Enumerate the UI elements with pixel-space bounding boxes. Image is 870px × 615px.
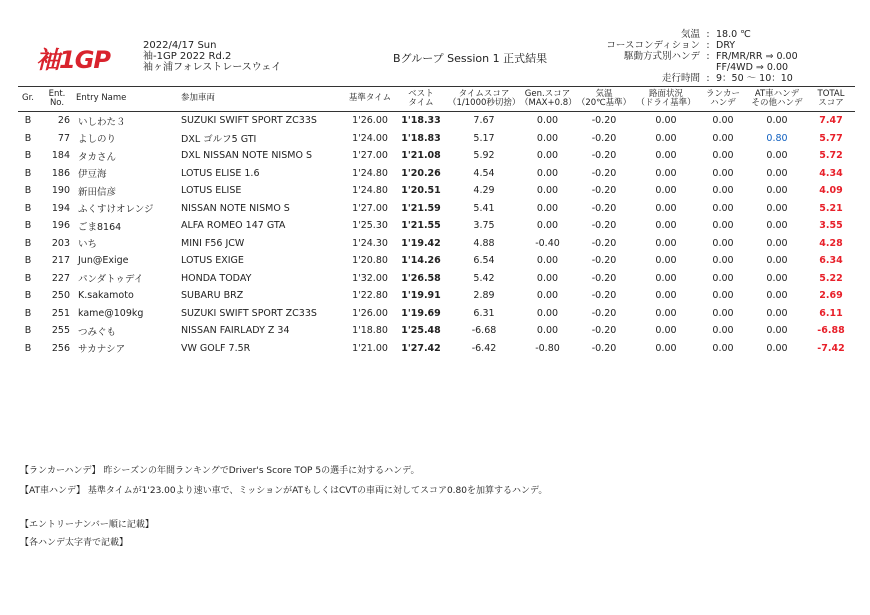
cell-best-time: 1'18.83 [401, 132, 441, 144]
conditions-panel [600, 29, 798, 84]
condition-value: FR/MR/RR ⇒ 0.00 [716, 51, 798, 62]
cell-road: 0.00 [655, 132, 677, 144]
cell-car: SUZUKI SWIFT SPORT ZC33S [181, 115, 317, 127]
cell-road: 0.00 [655, 255, 677, 267]
cell-temp: -0.20 [591, 290, 617, 302]
cell-road: 0.00 [655, 220, 677, 232]
cell-entno: 194 [51, 202, 70, 214]
col-temp: 気温 （20℃基準） [575, 87, 633, 112]
table-row [18, 287, 855, 305]
cell-gr: B [24, 115, 32, 127]
table-row [18, 235, 855, 253]
col-ranker: ランカー ハンデ [699, 87, 747, 112]
cell-road: 0.00 [655, 167, 677, 179]
cell-at: 0.00 [766, 255, 788, 267]
cell-time-score: 4.54 [473, 167, 495, 179]
cell-temp: -0.20 [591, 220, 617, 232]
cell-gr: B [24, 132, 32, 144]
cell-entno: 26 [57, 115, 70, 127]
cell-total: 7.47 [819, 115, 843, 127]
table-row [18, 112, 855, 130]
cell-road: 0.00 [655, 202, 677, 214]
cell-gen-score: 0.00 [536, 220, 559, 232]
table-row [18, 252, 855, 270]
cell-base-time: 1'26.00 [352, 307, 388, 319]
cell-car: DXL NISSAN NOTE NISMO S [181, 150, 312, 162]
cell-base-time: 1'27.00 [352, 202, 388, 214]
cell-gen-score: 0.00 [536, 202, 559, 214]
col-road: 路面状況 （ドライ基準） [633, 87, 699, 112]
note-bold: 【各ハンデ太字青で記載】 [20, 538, 129, 548]
cell-entry-name: kame@109kg [78, 307, 144, 319]
cell-entry-name: Jun@Exige [78, 255, 129, 267]
cell-gr: B [24, 237, 32, 249]
cell-base-time: 1'26.00 [352, 115, 388, 127]
col-base-time: 基準タイム [346, 87, 394, 112]
condition-value: 18.0 ℃ [716, 29, 751, 40]
cell-ranker: 0.00 [712, 167, 734, 179]
cell-at: 0.00 [766, 272, 788, 284]
cell-entno: 186 [51, 167, 70, 179]
condition-label: コースコンディション [606, 40, 700, 51]
cell-at: 0.00 [766, 115, 788, 127]
cell-best-time: 1'14.26 [401, 255, 441, 267]
cell-best-time: 1'21.55 [401, 220, 441, 232]
cell-base-time: 1'24.80 [352, 167, 388, 179]
cell-entno: 255 [51, 325, 70, 337]
cell-ranker: 0.00 [712, 185, 734, 197]
cell-gen-score: 0.00 [536, 290, 559, 302]
cell-entry-name: よしのり [78, 134, 117, 146]
cell-entry-name: つみぐも [78, 326, 117, 338]
cell-best-time: 1'21.59 [401, 202, 441, 214]
cell-gen-score: 0.00 [536, 150, 559, 162]
cell-ranker: 0.00 [712, 202, 734, 214]
cell-ranker: 0.00 [712, 237, 734, 249]
condition-row [600, 62, 798, 73]
note-at: 【AT車ハンデ】 基準タイムが1'23.00より速い車で、ミッションがATもしくはCVTの車両に対してスコア0.80を加算するハンデ。 [20, 486, 548, 496]
cell-gen-score: 0.00 [536, 307, 559, 319]
cell-ranker: 0.00 [712, 150, 734, 162]
cell-total: -7.42 [817, 342, 845, 354]
cell-ranker: 0.00 [712, 307, 734, 319]
cell-gen-score: -0.80 [535, 342, 560, 354]
cell-temp: -0.20 [591, 185, 617, 197]
cell-total: 5.21 [819, 202, 843, 214]
cell-total: 2.69 [819, 290, 843, 302]
cell-best-time: 1'19.42 [401, 237, 441, 249]
cell-at: 0.00 [766, 167, 788, 179]
condition-value: DRY [716, 40, 736, 51]
cell-entry-name: 新田信彦 [78, 186, 117, 198]
cell-total: 5.72 [819, 150, 843, 162]
cell-temp: -0.20 [591, 150, 617, 162]
cell-time-score: 6.31 [473, 307, 495, 319]
cell-gen-score: 0.00 [536, 132, 559, 144]
cell-time-score: 4.88 [473, 237, 495, 249]
condition-row [600, 40, 798, 51]
cell-ranker: 0.00 [712, 325, 734, 337]
cell-road: 0.00 [655, 325, 677, 337]
note-ranker: 【ランカーハンデ】 昨シーズンの年間ランキングでDriver's Score TOP 5の選手に対するハンデ。 [20, 466, 420, 476]
condition-sep: : [706, 40, 710, 51]
cell-car: MINI F56 JCW [181, 237, 245, 249]
cell-entno: 184 [51, 150, 70, 162]
cell-best-time: 1'18.33 [401, 115, 441, 127]
cell-entry-name: パンダトゥデイ [78, 274, 144, 286]
cell-at: 0.00 [766, 307, 788, 319]
condition-sep [700, 62, 716, 73]
cell-base-time: 1'24.00 [352, 132, 388, 144]
cell-entno: 203 [51, 237, 70, 249]
col-gen-score: Gen.スコア （MAX+0.8） [520, 87, 575, 112]
cell-road: 0.00 [655, 290, 677, 302]
event-info [143, 40, 281, 73]
cell-road: 0.00 [655, 342, 677, 354]
cell-car: DXL ゴルフ5 GTI [181, 134, 257, 146]
cell-at: 0.00 [766, 220, 788, 232]
cell-car: NISSAN FAIRLADY Z 34 [181, 325, 290, 337]
cell-entry-name: ふくすけオレンジ [78, 204, 154, 216]
cell-entry-name: いち [78, 239, 98, 251]
cell-ranker: 0.00 [712, 220, 734, 232]
cell-temp: -0.20 [591, 272, 617, 284]
col-entno: Ent. No. [38, 87, 76, 112]
cell-temp: -0.20 [591, 115, 617, 127]
cell-time-score: 4.29 [473, 185, 495, 197]
cell-time-score: 2.89 [473, 290, 495, 302]
cell-road: 0.00 [655, 150, 677, 162]
condition-row [600, 73, 798, 84]
condition-row [600, 29, 798, 40]
cell-temp: -0.20 [591, 202, 617, 214]
cell-total: 5.77 [819, 132, 843, 144]
results-table [18, 87, 855, 357]
cell-base-time: 1'22.80 [352, 290, 388, 302]
table-row [18, 130, 855, 148]
cell-ranker: 0.00 [712, 255, 734, 267]
cell-gr: B [24, 255, 32, 267]
cell-road: 0.00 [655, 185, 677, 197]
cell-gr: B [24, 150, 32, 162]
cell-entry-name: K.sakamoto [78, 290, 134, 302]
cell-gen-score: 0.00 [536, 255, 559, 267]
cell-time-score: 5.41 [473, 202, 495, 214]
cell-at: 0.00 [766, 237, 788, 249]
condition-value: FF/4WD ⇒ 0.00 [716, 62, 789, 73]
cell-gr: B [24, 272, 32, 284]
table-row [18, 322, 855, 340]
cell-total: 3.55 [819, 220, 843, 232]
cell-road: 0.00 [655, 115, 677, 127]
cell-base-time: 1'27.00 [352, 150, 388, 162]
col-entry-name: Entry Name [76, 87, 181, 112]
cell-entry-name: 伊豆海 [78, 169, 107, 181]
cell-entno: 196 [51, 220, 70, 232]
cell-base-time: 1'32.00 [352, 272, 388, 284]
cell-entry-name: ごま8164 [78, 221, 122, 233]
cell-total: 6.11 [819, 307, 843, 319]
cell-at: 0.00 [766, 325, 788, 337]
logo: 袖1GP [36, 46, 110, 74]
table-row [18, 270, 855, 288]
col-time-score: タイムスコア （1/1000秒切捨） [448, 87, 520, 112]
condition-label [600, 62, 700, 73]
cell-temp: -0.20 [591, 325, 617, 337]
cell-time-score: 6.54 [473, 255, 495, 267]
cell-total: -6.88 [817, 325, 845, 337]
cell-ranker: 0.00 [712, 272, 734, 284]
cell-gen-score: 0.00 [536, 185, 559, 197]
cell-total: 4.28 [819, 237, 843, 249]
cell-time-score: 5.92 [473, 150, 495, 162]
cell-time-score: 7.67 [473, 115, 495, 127]
cell-at: 0.00 [766, 342, 788, 354]
table-header [18, 87, 855, 112]
table-row [18, 340, 855, 358]
table-row [18, 217, 855, 235]
table-row [18, 182, 855, 200]
cell-car: NISSAN NOTE NISMO S [181, 202, 290, 214]
cell-ranker: 0.00 [712, 342, 734, 354]
cell-ranker: 0.00 [712, 115, 734, 127]
cell-gr: B [24, 325, 32, 337]
table-row [18, 200, 855, 218]
cell-entno: 190 [51, 185, 70, 197]
condition-sep: : [706, 73, 710, 84]
cell-road: 0.00 [655, 237, 677, 249]
cell-gr: B [24, 202, 32, 214]
cell-gen-score: 0.00 [536, 325, 559, 337]
event-venue: 袖ヶ浦フォレストレースウェイ [143, 62, 282, 73]
cell-car: LOTUS ELISE 1.6 [181, 167, 260, 179]
cell-entry-name: いしわた３ [78, 116, 126, 128]
cell-time-score: 3.75 [473, 220, 495, 232]
cell-entno: 77 [57, 132, 70, 144]
cell-best-time: 1'20.26 [401, 167, 441, 179]
condition-sep: : [706, 29, 710, 40]
cell-gr: B [24, 185, 32, 197]
cell-base-time: 1'18.80 [352, 325, 388, 337]
cell-at: 0.00 [766, 290, 788, 302]
cell-ranker: 0.00 [712, 290, 734, 302]
cell-best-time: 1'19.69 [401, 307, 441, 319]
cell-gen-score: 0.00 [536, 272, 559, 284]
cell-base-time: 1'21.00 [352, 342, 388, 354]
cell-base-time: 1'24.80 [352, 185, 388, 197]
cell-best-time: 1'20.51 [401, 185, 441, 197]
cell-temp: -0.20 [591, 237, 617, 249]
col-car: 参加車両 [181, 87, 346, 112]
cell-car: LOTUS ELISE [181, 185, 242, 197]
cell-total: 4.09 [819, 185, 843, 197]
cell-temp: -0.20 [591, 167, 617, 179]
table-row [18, 305, 855, 323]
cell-at: 0.00 [766, 150, 788, 162]
cell-time-score: -6.42 [471, 342, 497, 354]
cell-entry-name: サカナシア [78, 344, 126, 356]
cell-car: SUBARU BRZ [181, 290, 244, 302]
col-total: TOTAL スコア [807, 87, 855, 112]
cell-at: 0.00 [766, 185, 788, 197]
cell-entry-name: タカさん [78, 151, 117, 163]
page-title: Bグループ Session 1 正式結果 [393, 52, 548, 65]
cell-at: 0.80 [766, 132, 788, 144]
cell-best-time: 1'21.08 [401, 150, 441, 162]
condition-value: 9：50 ～ 10：10 [716, 73, 793, 84]
condition-sep: : [706, 51, 710, 62]
table-row [18, 147, 855, 165]
cell-total: 6.34 [819, 255, 843, 267]
cell-base-time: 1'20.80 [352, 255, 388, 267]
cell-temp: -0.20 [591, 342, 617, 354]
condition-row [600, 51, 798, 62]
cell-gr: B [24, 167, 32, 179]
condition-label: 気温 [680, 29, 700, 40]
event-date: 2022/4/17 Sun [143, 40, 217, 51]
cell-gr: B [24, 342, 32, 354]
cell-time-score: 5.42 [473, 272, 495, 284]
cell-entno: 217 [51, 255, 70, 267]
cell-base-time: 1'24.30 [352, 237, 388, 249]
cell-car: SUZUKI SWIFT SPORT ZC33S [181, 307, 317, 319]
cell-car: VW GOLF 7.5R [181, 342, 251, 354]
condition-label: 駆動方式別ハンデ [623, 51, 700, 62]
cell-gen-score: -0.40 [535, 237, 560, 249]
cell-gr: B [24, 220, 32, 232]
cell-entno: 227 [51, 272, 70, 284]
cell-car: HONDA TODAY [181, 272, 252, 284]
cell-base-time: 1'25.30 [352, 220, 388, 232]
col-gr: Gr. [18, 87, 38, 112]
cell-at: 0.00 [766, 202, 788, 214]
cell-best-time: 1'25.48 [401, 325, 441, 337]
col-best-time: ベスト タイム [394, 87, 448, 112]
cell-entno: 256 [51, 342, 70, 354]
cell-car: ALFA ROMEO 147 GTA [181, 220, 286, 232]
cell-total: 4.34 [819, 167, 843, 179]
cell-entno: 251 [51, 307, 70, 319]
cell-time-score: -6.68 [471, 325, 497, 337]
cell-gr: B [24, 307, 32, 319]
cell-best-time: 1'27.42 [401, 342, 441, 354]
event-name: 袖-1GP 2022 Rd.2 [143, 51, 232, 62]
table-row [18, 165, 855, 183]
col-at: AT車ハンデ その他ハンデ [747, 87, 807, 112]
cell-best-time: 1'19.91 [401, 290, 441, 302]
cell-ranker: 0.00 [712, 132, 734, 144]
cell-gen-score: 0.00 [536, 115, 559, 127]
note-order: 【エントリーナンバー順に記載】 [20, 520, 154, 530]
cell-car: LOTUS EXIGE [181, 255, 244, 267]
cell-road: 0.00 [655, 272, 677, 284]
cell-gen-score: 0.00 [536, 167, 559, 179]
cell-gr: B [24, 290, 32, 302]
cell-total: 5.22 [819, 272, 843, 284]
cell-time-score: 5.17 [473, 132, 495, 144]
cell-best-time: 1'26.58 [401, 272, 441, 284]
cell-road: 0.00 [655, 307, 677, 319]
condition-label: 走行時間 [661, 73, 700, 84]
cell-entno: 250 [51, 290, 70, 302]
cell-temp: -0.20 [591, 132, 617, 144]
cell-temp: -0.20 [591, 307, 617, 319]
cell-temp: -0.20 [591, 255, 617, 267]
